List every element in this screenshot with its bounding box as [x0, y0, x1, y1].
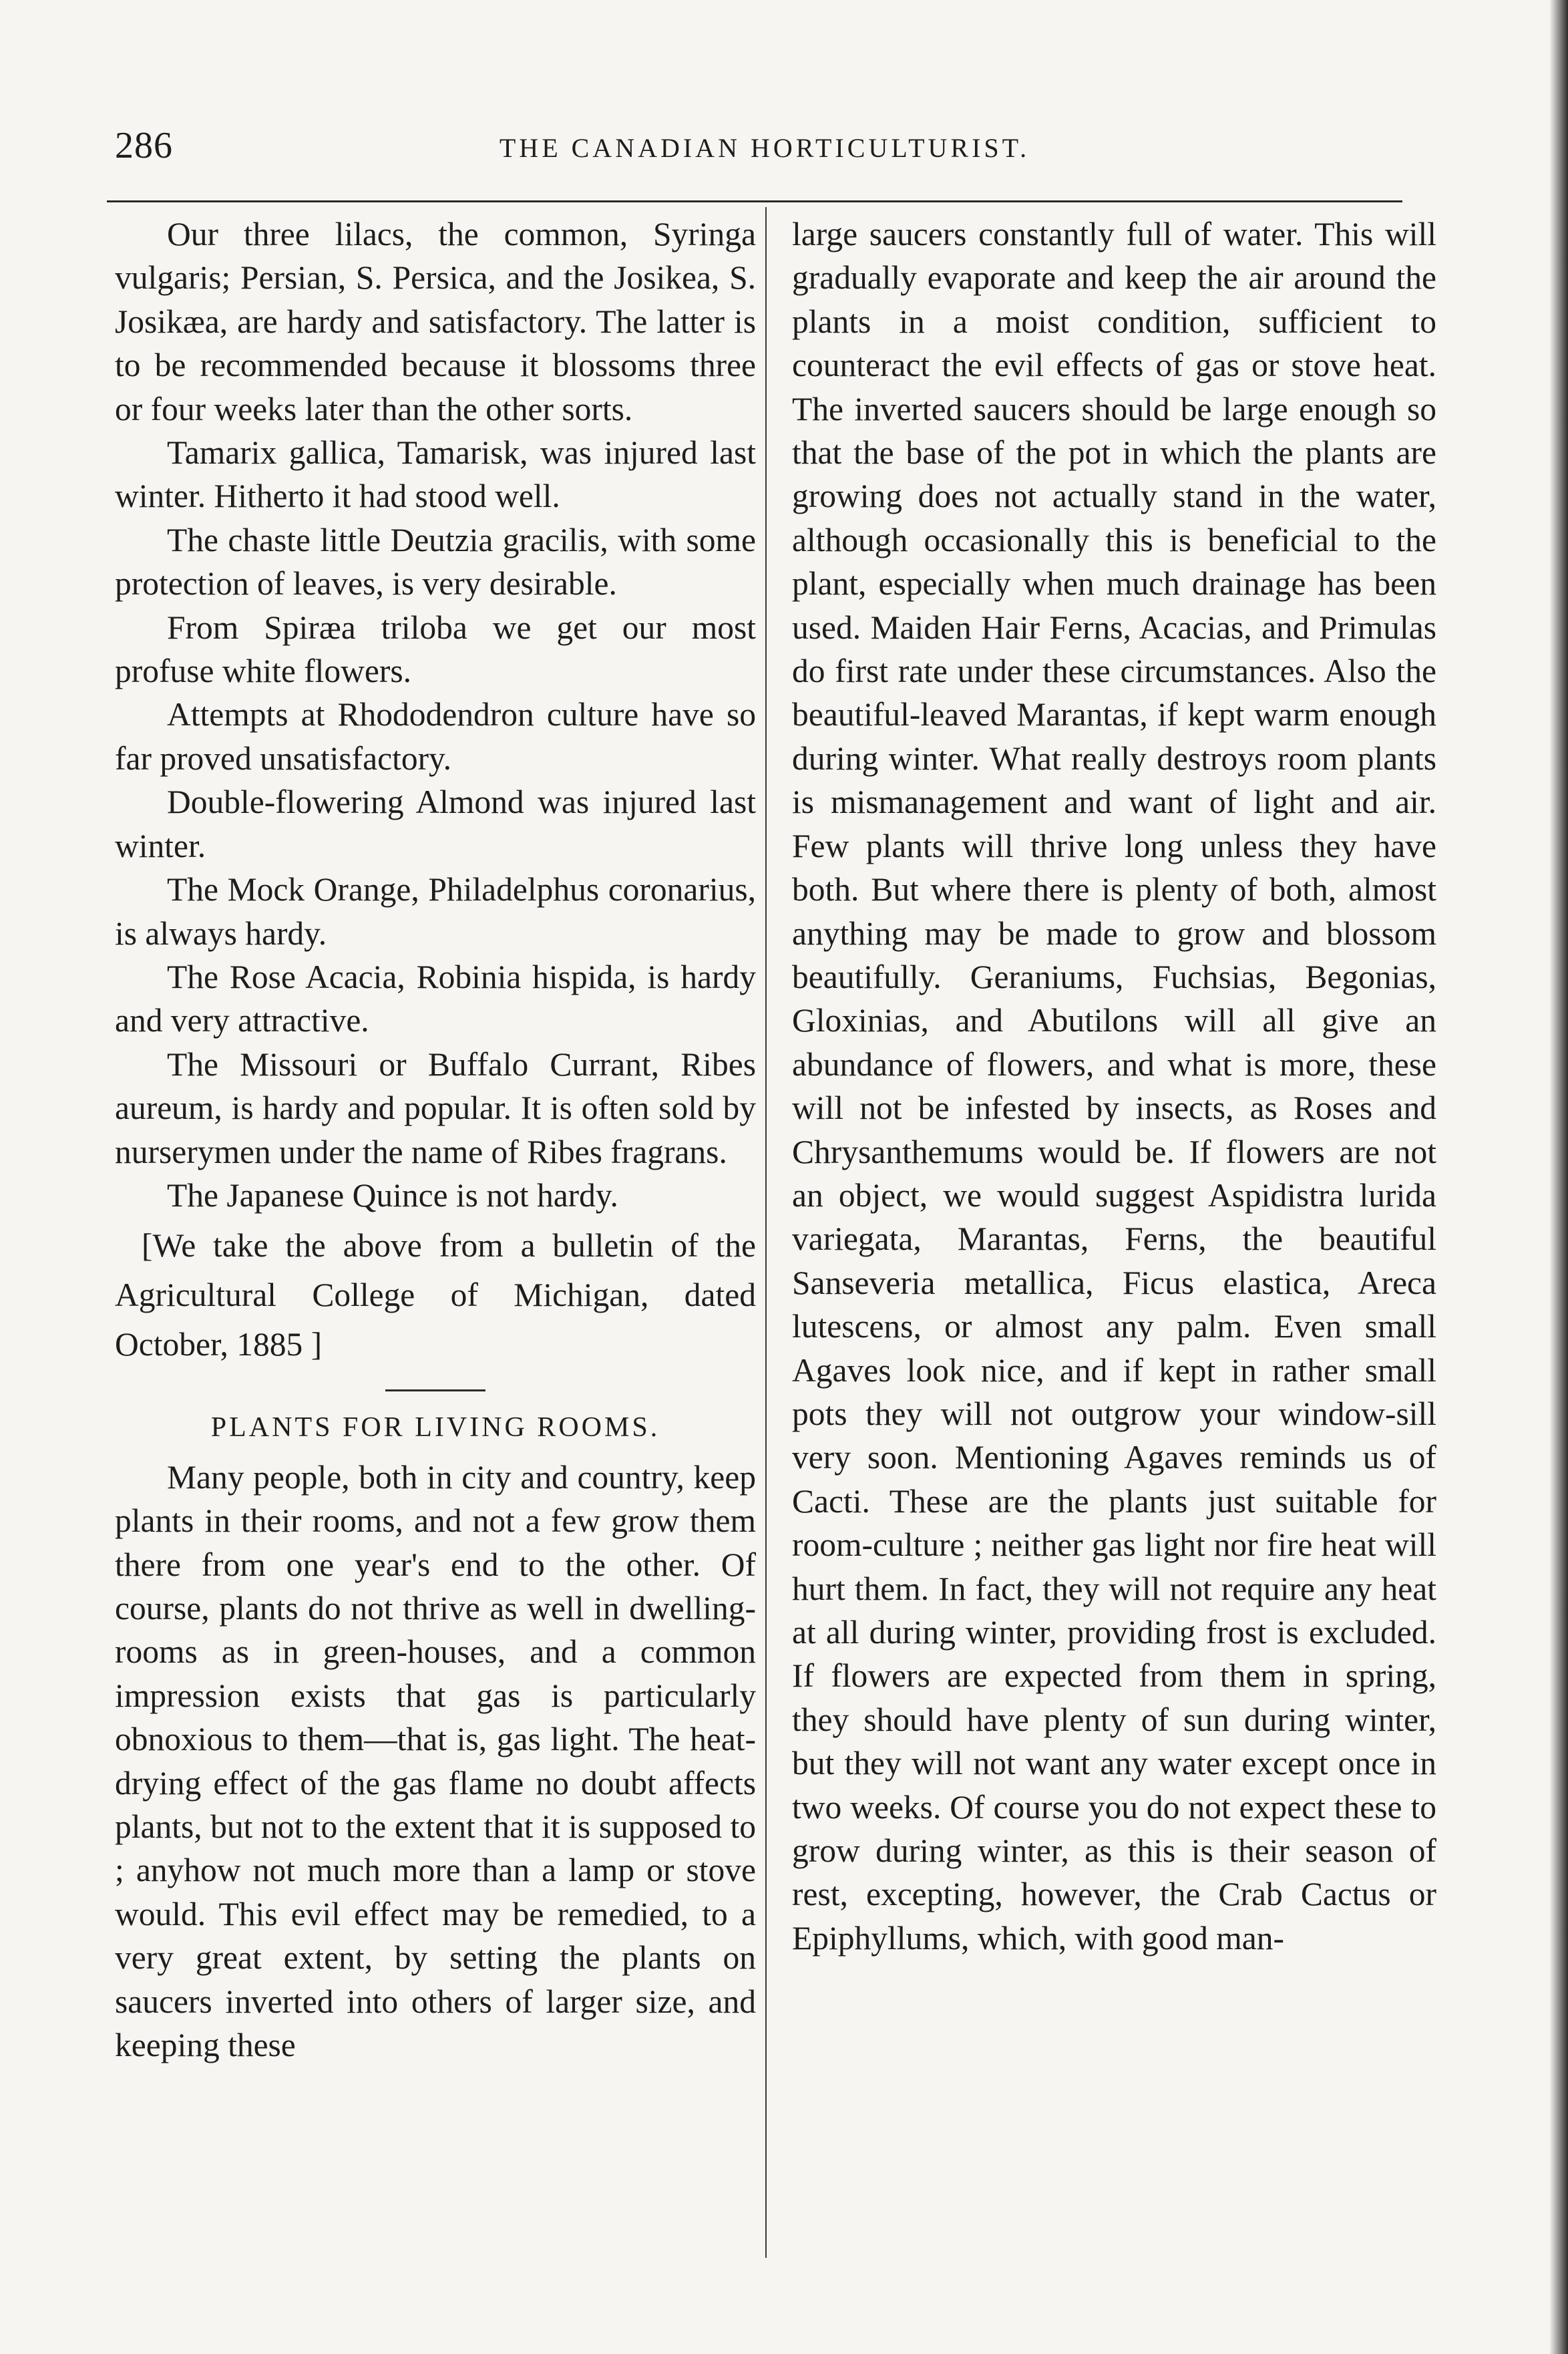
paragraph-deutzia: The chaste little Deutzia gracilis, with some protection of leaves, is very desirable. — [115, 521, 756, 603]
page-number: 286 — [115, 125, 173, 166]
right-column — [792, 212, 1436, 1960]
page-edge-shadow — [1549, 0, 1568, 2354]
editor-note: [We take the above from a bulletin of the Agricultural College of Michigan, dated October, 1885 ] — [115, 1227, 756, 1363]
section-divider — [385, 1389, 485, 1391]
article-paragraph: Many people, both in city and country, keep plants in their rooms, and not a few grow them there from one year's end to the other. Of course, plants do not thrive as well in dwelling-rooms as in green-houses, and a common impression exists that gas is particularly obnoxious to them—that is, gas light. The heat-drying effect of the gas flame no doubt affects plants, but not to the extent that it is supposed to ; anyhow not much more than a lamp or stove would. This evil effect may be remedied, to a very great extent, by setting the plants on saucers inverted into others of larger size, and keeping these — [115, 1458, 756, 2064]
paragraph-rose-acacia: The Rose Acacia, Robinia hispida, is hardy and very attractive. — [115, 958, 756, 1039]
header-rule — [107, 200, 1402, 202]
section-title: PLANTS FOR LIVING ROOMS. — [210, 1412, 660, 1444]
paragraph-tamarix: Tamarix gallica, Tamarisk, was injured last winter. Hitherto it had stood well. — [115, 434, 756, 515]
page-header — [100, 124, 1402, 171]
paragraph-quince: The Japanese Quince is not hardy. — [167, 1176, 618, 1214]
paragraph-mock-orange: The Mock Orange, Philadelphus coronarius, is always hardy. — [115, 871, 756, 952]
article-continuation: large saucers constantly full of water. This will gradually evaporate and keep the air around the plants in a moist condition, sufficient to counteract the evil effects of gas or stove heat. The inverted saucers should be large enough so that the base of the pot in which the plants are growing does not actually stand in the water, although occasionally this is beneficial to the plant, especially when much drainage has been used. Maiden Hair Ferns, Acacias, and Primulas do first rate under these circumstances. Also the beautiful-leaved Marantas, if kept warm enough during winter. What really destroys room plants is mismanagement and want of light and air. Few plants will thrive long unless they have both. But where there is plenty of both, almost anything may be made to grow and blossom beautifully. Geraniums, Fuchsias, Begonias, Gloxinias, and Abutilons will all give an abundance of flowers, and what is more, these will not be infested by insects, as Roses and Chrysanthemums would be. If flowers are not an object, we would suggest Aspidistra lurida variegata, Marantas, Ferns, the beautiful Sanseveria metallica, Ficus elastica, Areca lutescens, or almost any palm. Even small Agaves look nice, and if kept in rather small pots they will not outgrow your window-sill very soon. Mentioning Agaves reminds us of Cacti. These are the plants just suitable for room-culture ; neither gas light nor fire heat will hurt them. In fact, they will not require any heat at all during winter, providing frost is excluded. If flowers are expected from them in spring, they should have plenty of sun during winter, but they will not want any water except once in two weeks. Of course you do not expect these to grow during winter, as this is their season of rest, excepting, however, the Crab Cactus or Epiphyllums, which, with good man- — [792, 216, 1436, 1957]
left-column — [115, 212, 756, 2067]
paragraph-rhododendron: Attempts at Rhododendron culture have so far proved unsatisfactory. — [115, 696, 756, 777]
paragraph-currant: The Missouri or Buffalo Currant, Ribes aureum, is hardy and popular. It is often sold by nurserymen under the name of Ribes fragrans. — [115, 1045, 756, 1170]
column-divider — [765, 207, 767, 2258]
paragraph-almond: Double-flowering Almond was injured last winter. — [115, 784, 756, 864]
paragraph-spiraea: From Spiræa triloba we get our most profuse white flowers. — [115, 609, 756, 690]
running-head: THE CANADIAN HORTICULTURIST. — [499, 133, 1030, 163]
paragraph-lilacs: Our three lilacs, the common, Syringa vulgaris; Persian, S. Persica, and the Josikea, S. Josikæa, are hardy and satisfactory. The latter is to be recommended because it blossoms three or four weeks later than the other sorts. — [115, 216, 756, 428]
